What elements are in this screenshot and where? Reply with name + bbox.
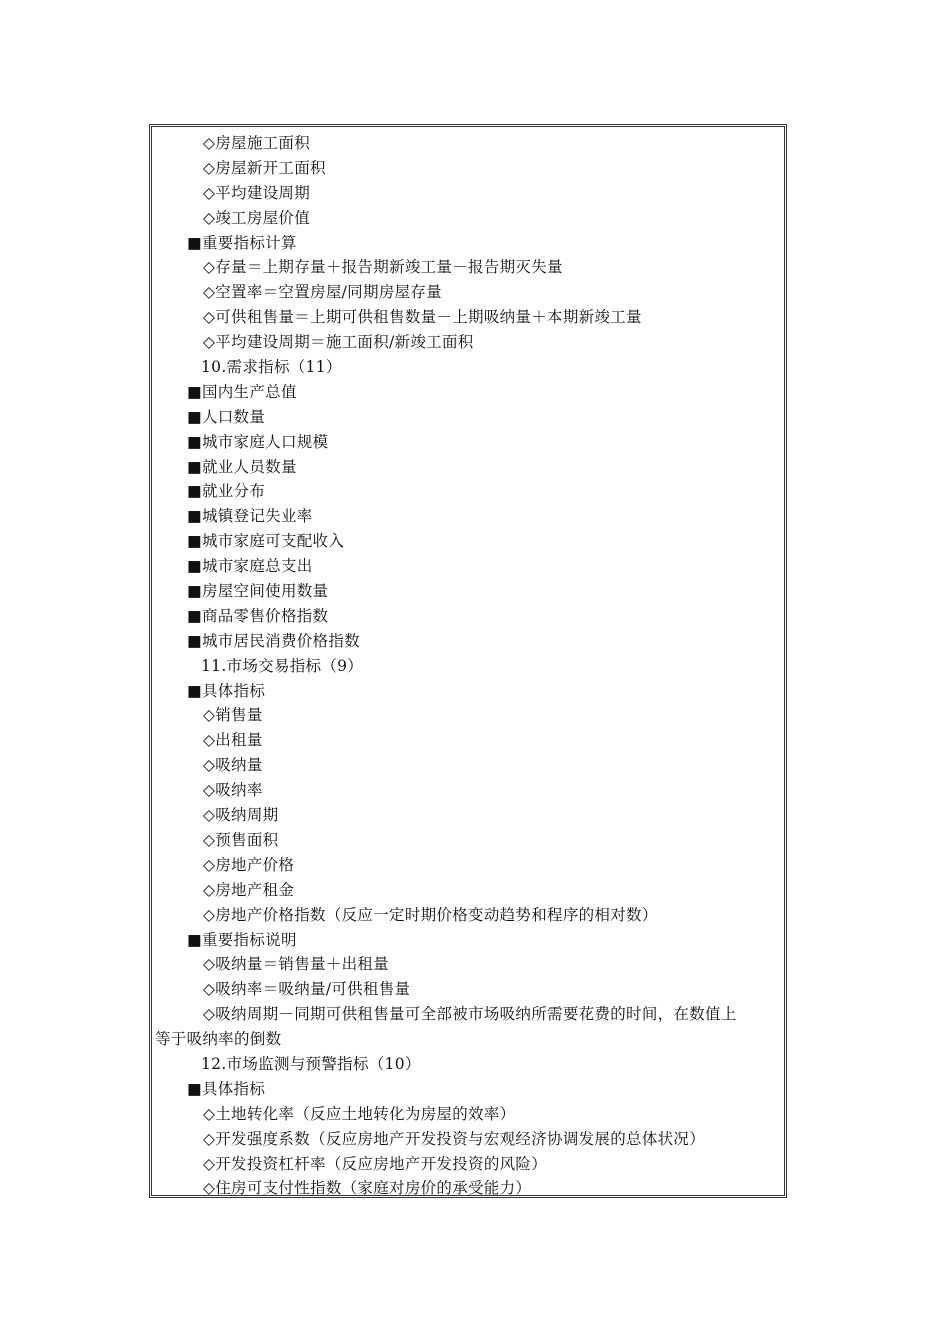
text-line: ■重要指标说明: [187, 930, 297, 949]
text-line: ◇吸纳周期: [203, 806, 279, 825]
text-line: ◇平均建设周期＝施工面积/新竣工面积: [203, 333, 474, 352]
text-line: ◇吸纳量＝销售量＋出租量: [203, 955, 390, 974]
text-line: ■就业分布: [187, 482, 266, 501]
text-line: ◇房地产价格指数（反应一定时期价格变动趋势和程序的相对数）: [203, 905, 658, 924]
text-line: ◇竣工房屋价值: [203, 208, 311, 227]
text-line: ◇存量＝上期存量＋报告期新竣工量－报告期灭失量: [203, 258, 563, 277]
text-line: 11.市场交易指标（9）: [201, 656, 364, 675]
text-line: ■商品零售价格指数: [187, 606, 329, 625]
text-line: ◇房地产价格: [203, 855, 295, 874]
document-frame: [149, 124, 787, 1198]
text-line: ◇吸纳量: [203, 756, 263, 775]
text-line: ■城市家庭总支出: [187, 557, 313, 576]
text-line: ■国内生产总值: [187, 382, 297, 401]
text-line: ◇住房可支付性指数（家庭对房价的承受能力）: [203, 1179, 532, 1198]
text-line: 10.需求指标（11）: [201, 358, 342, 377]
text-line: ◇房地产租金: [203, 880, 295, 899]
text-line: ■城镇登记失业率: [187, 507, 313, 526]
text-line: ◇土地转化率（反应土地转化为房屋的效率）: [203, 1104, 516, 1123]
text-line: ◇吸纳周期－同期可供租售量可全部被市场吸纳所需要花费的时间，在数值上: [203, 1005, 737, 1024]
text-line: ■城市家庭可支配收入: [187, 532, 345, 551]
text-line: ◇开发强度系数（反应房地产开发投资与宏观经济协调发展的总体状况）: [203, 1129, 706, 1148]
text-line: ■人口数量: [187, 407, 266, 426]
text-line: ◇开发投资杠杆率（反应房地产开发投资的风险）: [203, 1154, 548, 1173]
text-line: ◇销售量: [203, 706, 263, 725]
text-line: 12.市场监测与预警指标（10）: [201, 1054, 421, 1073]
text-line: ◇出租量: [203, 731, 263, 750]
text-line: ■就业人员数量: [187, 457, 297, 476]
text-line: ◇平均建设周期: [203, 183, 311, 202]
text-line: ◇预售面积: [203, 830, 279, 849]
text-line: ■具体指标: [187, 681, 266, 700]
text-line: ■城市居民消费价格指数: [187, 631, 360, 650]
text-line: ◇吸纳率＝吸纳量/可供租售量: [203, 980, 411, 999]
text-line: 等于吸纳率的倒数: [155, 1030, 282, 1049]
text-line: ◇房屋新开工面积: [203, 158, 326, 177]
text-line: ◇吸纳率: [203, 781, 263, 800]
text-line: ■城市家庭人口规模: [187, 432, 329, 451]
text-line: ■房屋空间使用数量: [187, 582, 329, 601]
document-content: [155, 131, 781, 1201]
text-line: ◇空置率＝空置房屋/同期房屋存量: [203, 283, 442, 302]
text-line: ■具体指标: [187, 1079, 266, 1098]
text-line: ■重要指标计算: [187, 233, 297, 252]
text-line: ◇房屋施工面积: [203, 134, 311, 152]
text-line: ◇可供租售量＝上期可供租售数量－上期吸纳量＋本期新竣工量: [203, 308, 642, 327]
